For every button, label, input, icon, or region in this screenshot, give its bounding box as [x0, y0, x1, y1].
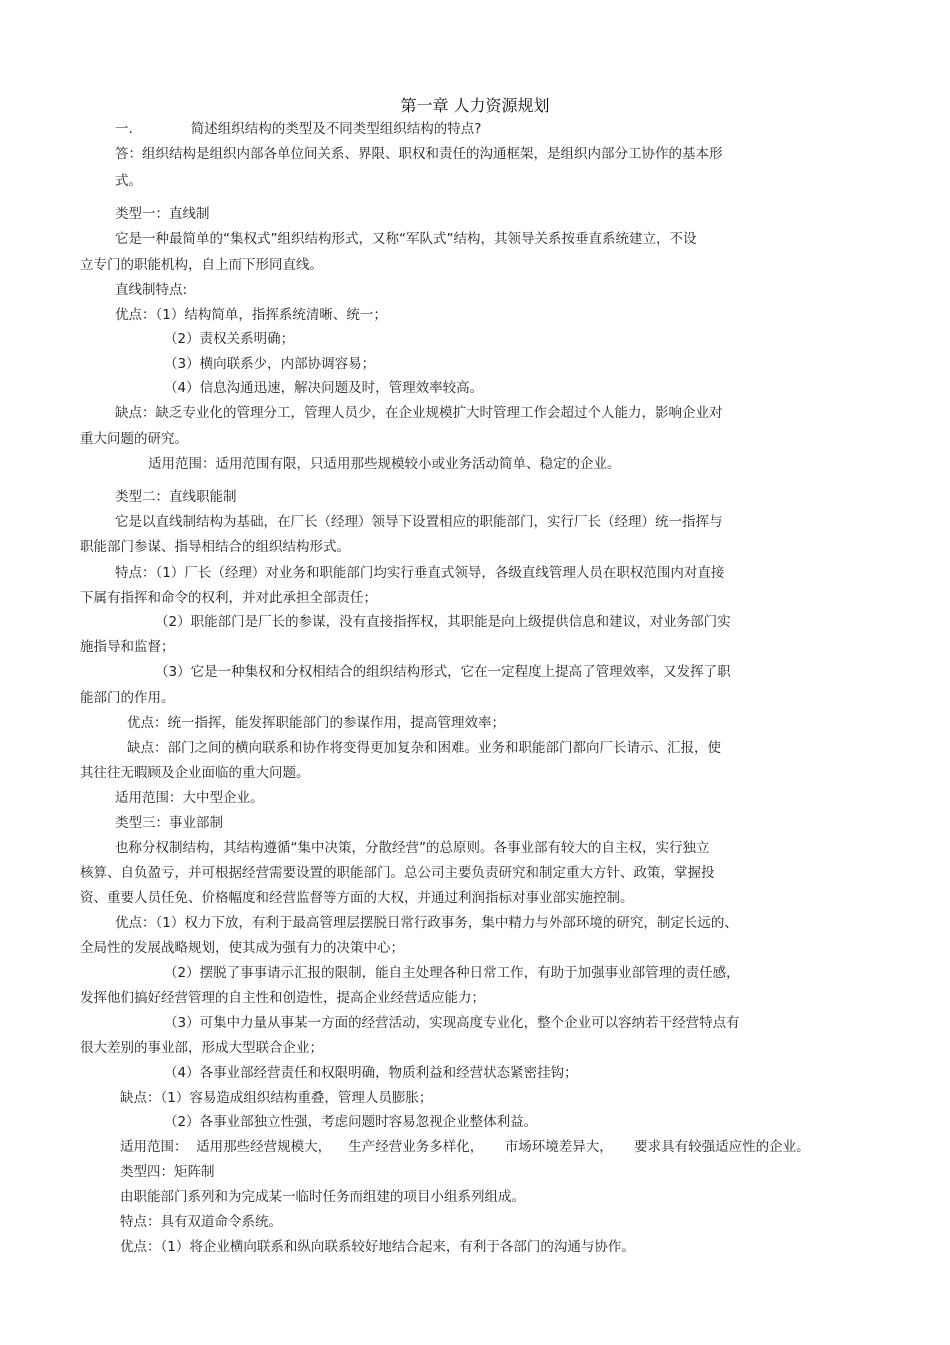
text-line: 适用范围：适用范围有限，只适用那些规模较小或业务活动简单、稳定的企业。 [148, 456, 621, 472]
section-heading: 类型一：直线制 [115, 206, 210, 222]
text-line: 施指导和监督； [80, 639, 175, 655]
text-line: 很大差别的事业部，形成大型联合企业； [80, 1040, 323, 1056]
text-line: 资、重要人员任免、价格幅度和经营监督等方面的大权，并通过利润指标对事业部实施控制。 [80, 890, 634, 906]
text-line: （3）横向联系少，内部协调容易； [164, 356, 376, 372]
text-line: 其往往无暇顾及企业面临的重大问题。 [80, 765, 310, 781]
text-line: 缺点：（1）容易造成组织结构重叠，管理人员膨胀； [120, 1090, 433, 1106]
text-line: （3）它是一种集权和分权相结合的组织结构形式，它在一定程度上提高了管理效率，又发挥了职 [155, 664, 731, 680]
text-line: （4）信息沟通迅速，解决问题及时，管理效率较高。 [164, 380, 484, 396]
text-line: 式。 [115, 173, 142, 189]
section-heading: 类型二：直线职能制 [115, 489, 237, 505]
text-line: 缺点：部门之间的横向联系和协作将变得更加复杂和困难。业务和职能部门都向厂长请示、汇报，使 [127, 740, 721, 756]
text-line: 优点：（1）结构简单，指挥系统清晰、统一； [115, 307, 387, 323]
chapter-title: 第一章 人力资源规划 [400, 96, 550, 115]
text-line: （2）责权关系明确； [164, 331, 295, 347]
text-line: 特点：具有双道命令系统。 [120, 1214, 282, 1230]
text-line: 它是一种最简单的“集权式”组织结构形式，又称“军队式”结构，其领导关系按垂直系统建立，不设 [115, 231, 697, 247]
text-line: 也称分权制结构，其结构遵循“集中决策，分散经营”的总原则。各事业部有较大的自主权，实行独立 [115, 840, 710, 856]
text-line: 全局性的发展战略规划，使其成为强有力的决策中心； [80, 940, 404, 956]
question-number: 一. [115, 121, 133, 137]
text-line: 职能部门参谋、指导相结合的组织结构形式。 [80, 539, 350, 555]
text-line: 适用范围：大中型企业。 [115, 790, 264, 806]
text-line: 它是以直线制结构为基础，在厂长（经理）领导下设置相应的职能部门，实行厂长（经理）统一指挥与 [115, 514, 723, 530]
text-line: （2）摆脱了事事请示汇报的限制，能自主处理各种日常工作，有助于加强事业部管理的责任感， [164, 965, 740, 981]
section-heading: 类型四：矩阵制 [120, 1164, 215, 1180]
text-line: 能部门的作用。 [80, 690, 175, 706]
question-text: 简述组织结构的类型及不同类型组织结构的特点? [190, 121, 482, 137]
text-line: 下属有指挥和命令的权利，并对此承担全部责任； [80, 590, 377, 606]
text-line: 优点：（1）将企业横向联系和纵向联系较好地结合起来，有利于各部门的沟通与协作。 [120, 1239, 635, 1255]
text-line: 适用范围： 适用那些经营规模大， 生产经营业务多样化， 市场环境差异大， 要求具有较强适应性的企业。 [120, 1139, 810, 1155]
text-line: 发挥他们搞好经营管理的自主性和创造性，提高企业经营适应能力； [80, 990, 485, 1006]
text-line: 重大问题的研究。 [80, 431, 188, 447]
text-line: 优点：统一指挥，能发挥职能部门的参谋作用，提高管理效率； [127, 715, 505, 731]
text-line: （4）各事业部经营责任和权限明确，物质利益和经营状态紧密挂钩； [164, 1065, 578, 1081]
text-line: 核算、自负盈亏，并可根据经营需要设置的职能部门。总公司主要负责研究和制定重大方针、政策，掌握投 [80, 865, 715, 881]
text-line: 立专门的职能机构，自上而下形同直线。 [80, 257, 323, 273]
section-heading: 类型三：事业部制 [115, 815, 223, 831]
text-line: 优点：（1）权力下放，有利于最高管理层摆脱日常行政事务，集中精力与外部环境的研究，制定长远的、 [115, 915, 738, 931]
text-line: 特点：（1）厂长（经理）对业务和职能部门均实行垂直式领导，各级直线管理人员在职权范围内对直接 [115, 565, 725, 581]
text-line: 缺点：缺乏专业化的管理分工，管理人员少，在企业规模扩大时管理工作会超过个人能力，影响企业对 [115, 405, 723, 421]
text-line: （2）职能部门是厂长的参谋，没有直接指挥权，其职能是向上级提供信息和建议，对业务部门实 [155, 614, 731, 630]
text-line: 答：组织结构是组织内部各单位间关系、界限、职权和责任的沟通框架，是组织内部分工协作的基本形 [115, 146, 723, 162]
text-line: （3）可集中力量从事某一方面的经营活动，实现高度专业化，整个企业可以容纳若干经营特点有 [164, 1015, 740, 1031]
text-line: 由职能部门系列和为完成某一临时任务而组建的项目小组系列组成。 [120, 1189, 525, 1205]
question-line [115, 120, 481, 138]
text-line: 直线制特点: [115, 282, 188, 298]
text-line: （2）各事业部独立性强，考虑问题时容易忽视企业整体利益。 [164, 1114, 538, 1130]
